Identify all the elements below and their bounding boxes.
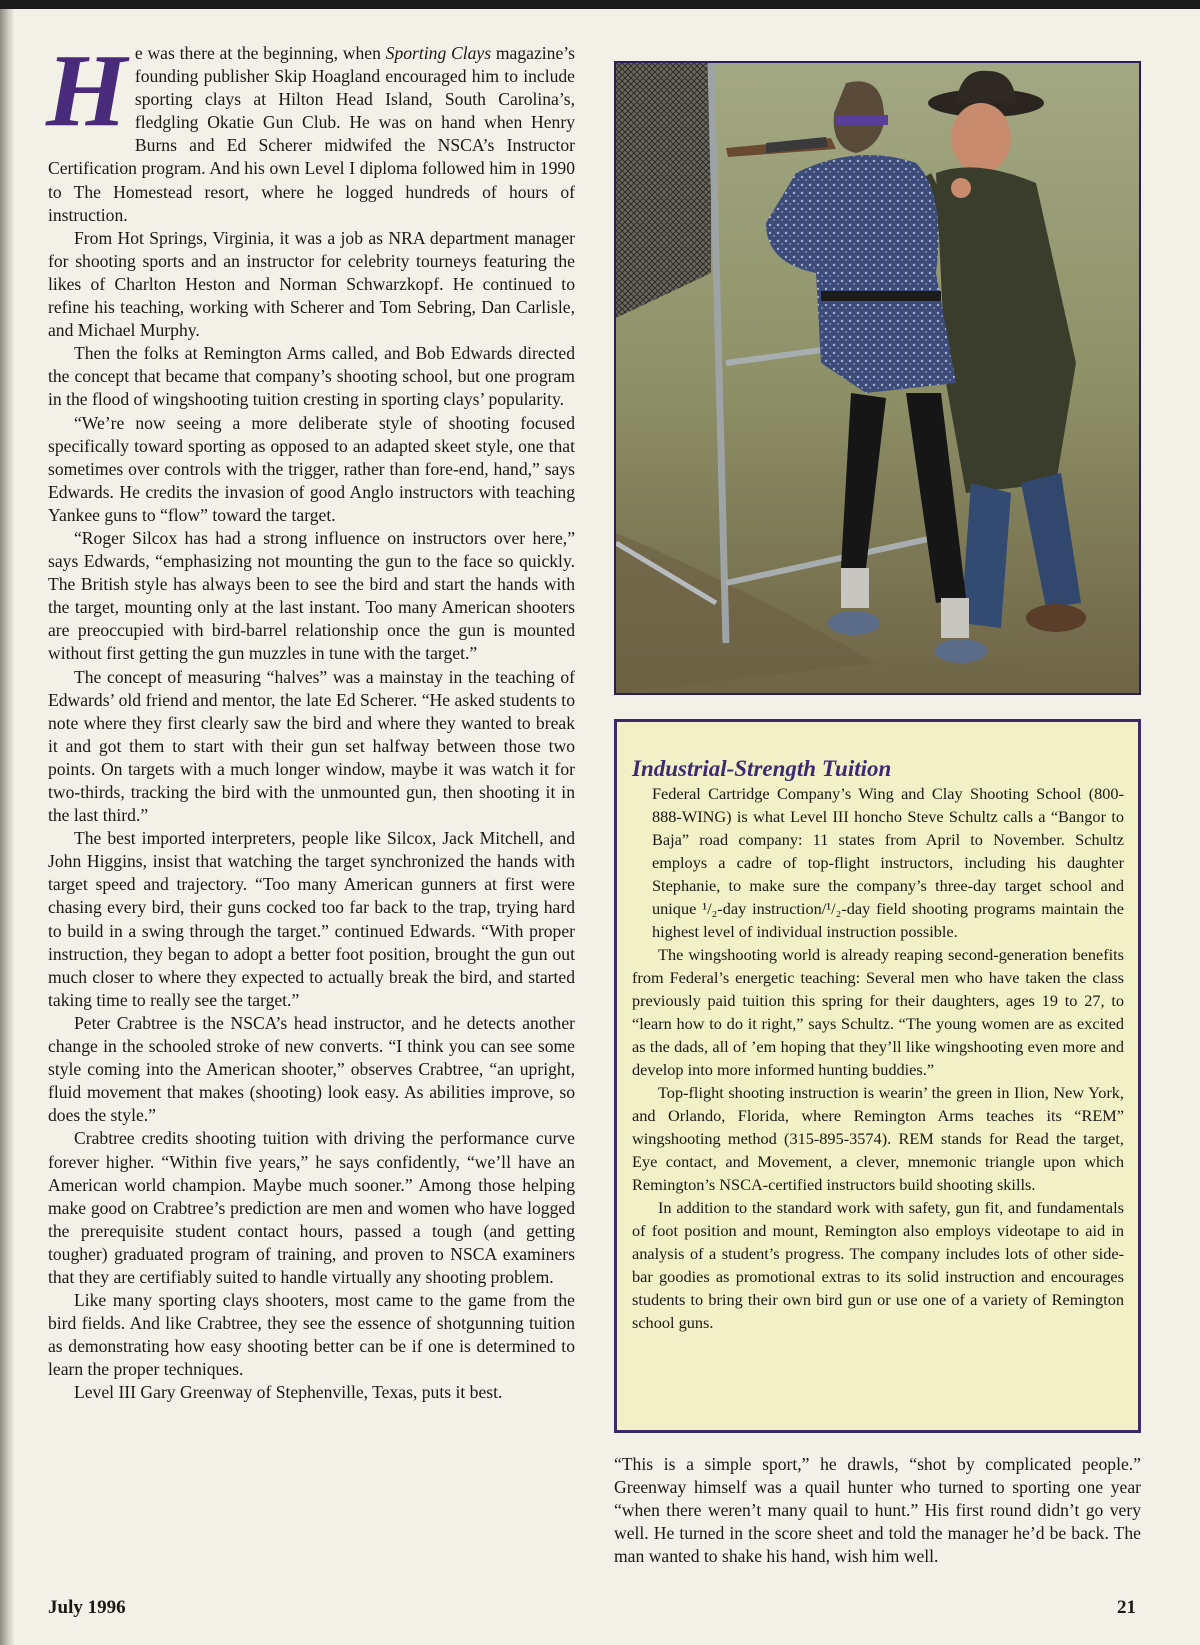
drop-cap: H [46,33,127,148]
paragraph-text: e was there at the beginning, when [134,43,386,63]
article-paragraph: Crabtree credits shooting tuition with driving the performance curve forever higher. “Within five years,” he says confidently, “we’ll have an American world champion. Maybe much sooner.” Among those helping make good on Crabtree’s prediction are men and women who have logged the prerequisite student contact hours, passed a tough (and getting tougher) graduated program of training, and proven to NSCA examiners that they are certifiably suited to handle virtually any shooting problem. [48,1128,575,1287]
article-paragraph: The best imported interpreters, people like Silcox, Jack Mitchell, and John Higgins, insist that watching the target synchronized the hands with target speed and trajectory. “Too many American gunners at first were chasing every bird, their guns cocked too far back to the trap, trying hard to build in a swing through the target.” continued Edwards. “With proper instruction, they began to adopt a better foot position, brought the gun out much closer to where they expected to actually break the bird, and started taking time to really see the target.” [48,828,575,1010]
trap-cage-mesh [616,63,711,318]
issue-date: July 1996 [48,1597,126,1618]
sidebar-paragraph: In addition to the standard work with safety, gun fit, and fundamentals of foot position and mount, Remington also employs videotape to aid in analysis of a student’s progress. The company includes lots of other side-bar goodies as promotional extras to its solid instruction and encourages students to bring their own bird gun or use one of a variety of Remington school guns. [632,1198,1124,1332]
sidebar-paragraph: Federal Cartridge Company’s Wing and Clay Shooting School (800-888-WING) is what Level III honcho Steve Schultz calls a “Bangor to Baja” road company: 11 states from April to November. Schultz employs a cadre of top-flight instructors, including his daughter Stephanie, to make sure the company’s three-day target school and unique ¹/₂-day instruction/¹/₂-day field shooting programs maintain the highest level of individual instruction possible. [652,784,1124,941]
article-left-column [46,33,575,1405]
article-paragraph: From Hot Springs, Virginia, it was a job as NRA department manager for shooting sports and an instructor for celebrity tourneys featuring the likes of Charlton Heston and Norman Schwarzkopf. He continued to refine his teaching, working with Scherer and Tom Sebring, Dan Carlisle, and Michael Murphy. [48,227,575,341]
article-paragraph: Level III Gary Greenway of Stephenville, Texas, puts it best. [74,1382,503,1403]
photo-illustration [616,63,1139,693]
article-paragraph: Then the folks at Remington Arms called, and Bob Edwards directed the concept that became that company’s shooting school, but one program in the flood of wingshooting tuition cresting in sporting clays’ popularity. [48,343,575,410]
article-paragraph: “We’re now seeing a more deliberate style of shooting focused specifically toward sporting as opposed to an adapted skeet style, one that sometimes over controls with the trigger, rather than fore-end, hand,” says Edwards. He credits the invasion of good Anglo instructors with teaching Yankee guns to “flow” toward the target. [48,412,575,525]
sidebar-paragraph: The wingshooting world is already reaping second-generation benefits from Federal’s energetic teaching: Several men who have taken the class previously paid tuition this spring for their daughters, ages 19 to 27, to “learn how to do it right,” says Schultz. “The young women are as excited as the dads, all of ’em hoping that they’ll like wingshooting even more and develop into more informed hunting buddies.” [632,945,1124,1079]
page-number: 21 [1117,1597,1136,1618]
sidebar-title: Industrial-Strength Tuition [632,756,892,781]
paragraph-text: magazine’s founding publisher Skip Hoagland encouraged him to include sporting clays at Hilton Head Island, South Carolina’s, fledgling Okatie Gun Club. He was on hand when Henry Burns and Ed Scherer midwifed the NSCA’s Instructor Certification program. And his own Level I diploma followed him in 1990 to The Homestead resort, where he logged hundreds of hours of instruction. [48,43,575,225]
page-gutter-shadow [0,9,14,1645]
article-right-column [614,1453,1141,1568]
sidebar-box [614,719,1141,1433]
article-paragraph [46,33,575,227]
sidebar-paragraph: Top-flight shooting instruction is wearin’ the green in Ilion, New York, and Orlando, Florida, where Remington Arms teaches its “REM” wingshooting method (315-895-3574). REM stands for Read the target, Eye contact, and Movement, a clever, mnemonic triangle upon which Remington’s NSCA-certified instructors build shooting skills. [632,1083,1124,1194]
shooting-lesson-photo [614,61,1141,695]
article-paragraph: Like many sporting clays shooters, most came to the game from the bird fields. And like Crabtree, they see the essence of shotgunning tuition as demonstrating how easy shooting better can be if one is determined to learn the proper techniques. [48,1290,575,1380]
top-edge-bar [0,0,1200,9]
magazine-title: Sporting Clays [385,43,492,63]
article-paragraph: “Roger Silcox has had a strong influence on instructors over here,” says Edwards, “emphasizing not mounting the gun to the face so quickly. The British style has always been to see the bird and start the hands with the target, mounting only at the last instant. Too many American shooters are preoccupied with bird-barrel relationship once the gun is mounted without first getting the gun muzzles in tune with the target.” [48,527,575,664]
article-paragraph: Peter Crabtree is the NSCA’s head instructor, and he detects another change in the schooled stroke of new converts. “I think you can see some style coming into the American shooter,” observes Crabtree, “an upright, fluid movement that makes (shooting) look easy. As abilities improve, so does the style.” [48,1012,575,1126]
article-paragraph: The concept of measuring “halves” was a mainstay in the teaching of Edwards’ old friend and mentor, the late Ed Scherer. “He asked students to note where they first clearly saw the bird and where they wanted to break it and got them to start with their gun set halfway between those two points. On targets with a much longer window, maybe it was watch it for two-thirds, tracking the bird with the unmounted gun, then shooting it in the last third.” [48,666,575,826]
article-paragraph: “This is a simple sport,” he drawls, “shot by complicated people.” Greenway himself was a quail hunter who turned to sporting one year “when there weren’t many quail to hunt.” His first round didn’t go very well. He turned in the score sheet and told the manager he’d be back. The man wanted to shake his hand, wish him well. [614,1454,1141,1567]
